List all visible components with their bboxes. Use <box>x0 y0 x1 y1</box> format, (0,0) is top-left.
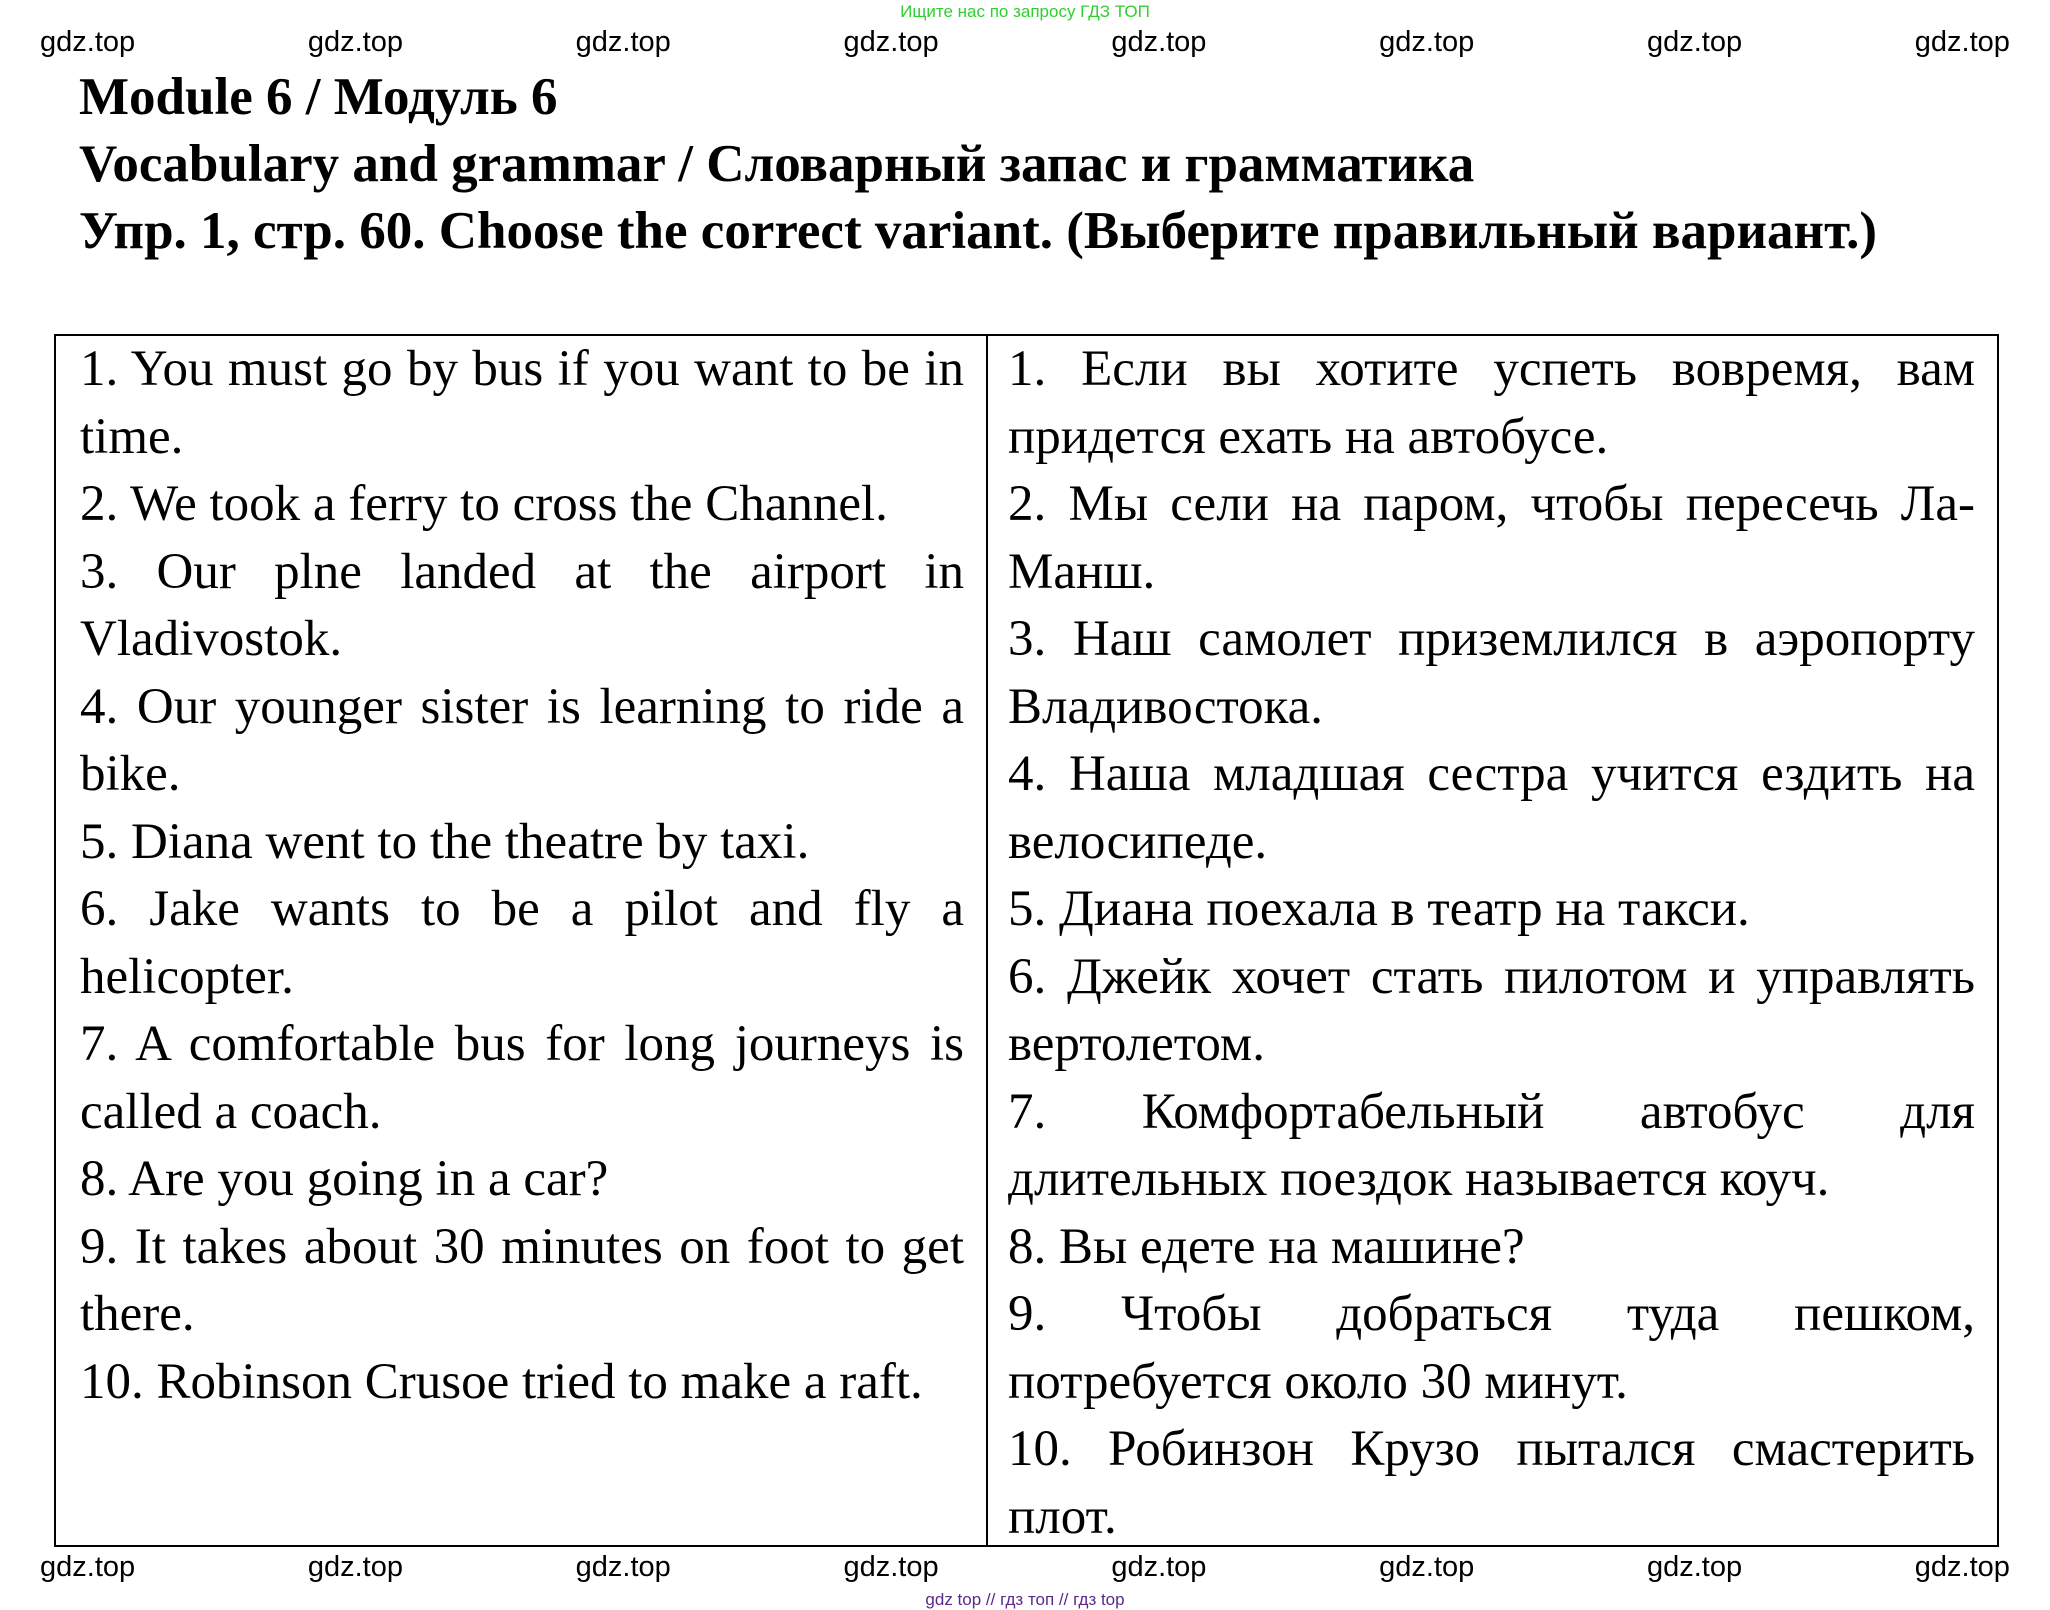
english-item: 6. Jake wants to be a pilot and fly a helicopter. <box>80 881 964 1005</box>
english-column <box>56 336 988 1545</box>
english-item: 5. Diana went to the theatre by taxi. <box>80 813 810 870</box>
russian-item: 6. Джейк хочет стать пилотом и управлять вертолетом. <box>1008 948 1975 1072</box>
watermark: gdz.top <box>843 1551 939 1583</box>
watermark: gdz.top <box>40 1551 136 1583</box>
english-item: 7. A comfortable bus for long journeys is called a coach. <box>80 1016 964 1140</box>
english-item: 9. It takes about 30 minutes on foot to get there. <box>80 1218 964 1342</box>
page-header <box>79 64 1975 265</box>
watermark: gdz.top <box>307 1551 403 1583</box>
english-item: 4. Our younger sister is learning to ride a bike. <box>80 678 964 802</box>
watermark: gdz.top <box>1379 1551 1475 1583</box>
watermark: gdz.top <box>1646 1551 1743 1583</box>
english-item: 2. We took a ferry to cross the Channel. <box>80 476 888 532</box>
watermark: gdz.top <box>1379 26 1475 58</box>
russian-item: 1. Если вы хотите успеть вовремя, вам придется ехать на автобусе. <box>1008 341 1975 465</box>
russian-item: 9. Чтобы добраться туда пешком, потребуется около 30 минут. <box>1008 1286 1975 1410</box>
watermark: gdz.top <box>1111 1551 1207 1583</box>
exercise-title: Упр. 1, стр. 60. Choose the correct variant. (Выберите правильный вариант.) <box>79 202 1878 260</box>
watermark: gdz.top <box>843 26 939 58</box>
watermark: gdz.top <box>575 1551 671 1583</box>
watermark: gdz.top <box>575 26 671 58</box>
watermark: gdz.top <box>1914 1551 2010 1583</box>
search-hint: Ищите нас по запросу ГДЗ ТОП <box>900 2 1150 21</box>
section-title: Vocabulary and grammar / Словарный запас и грамматика <box>79 135 1475 193</box>
module-title: Module 6 / Модуль 6 <box>79 68 558 126</box>
watermark: gdz.top <box>1646 26 1743 58</box>
russian-item: 4. Наша младшая сестра учится ездить на велосипеде. <box>1008 746 1975 870</box>
english-item: 3. Our plne landed at the airport in Vladivostok. <box>80 543 964 667</box>
watermark-row-bottom <box>40 1551 2010 1584</box>
english-item: 10. Robinson Crusoe tried to make a raft. <box>80 1353 923 1410</box>
answers-table <box>54 334 1999 1547</box>
russian-item: 8. Вы едете на машине? <box>1008 1218 1525 1275</box>
russian-item: 2. Мы сели на паром, чтобы пересечь Ла-Манш. <box>1008 476 1975 600</box>
russian-item: 3. Наш самолет приземлился в аэропорту Владивостока. <box>1008 611 1975 735</box>
footer-note: gdz top // гдз топ // гдз top <box>925 1590 1125 1609</box>
russian-item: 10. Робинзон Крузо пытался смастерить плот. <box>1008 1421 1975 1545</box>
english-item: 1. You must go by bus if you want to be in time. <box>80 341 964 465</box>
russian-column <box>988 336 1997 1545</box>
watermark: gdz.top <box>40 26 136 58</box>
watermark: gdz.top <box>1111 26 1207 58</box>
russian-item: 5. Диана поехала в театр на такси. <box>1008 881 1750 937</box>
watermark: gdz.top <box>307 26 403 58</box>
watermark-row-top <box>40 26 2010 59</box>
english-item: 8. Are you going in a car? <box>80 1151 609 1207</box>
watermark: gdz.top <box>1914 26 2010 58</box>
russian-item: 7. Комфортабельный автобус для длительных поездок называется коуч. <box>1008 1083 1975 1207</box>
